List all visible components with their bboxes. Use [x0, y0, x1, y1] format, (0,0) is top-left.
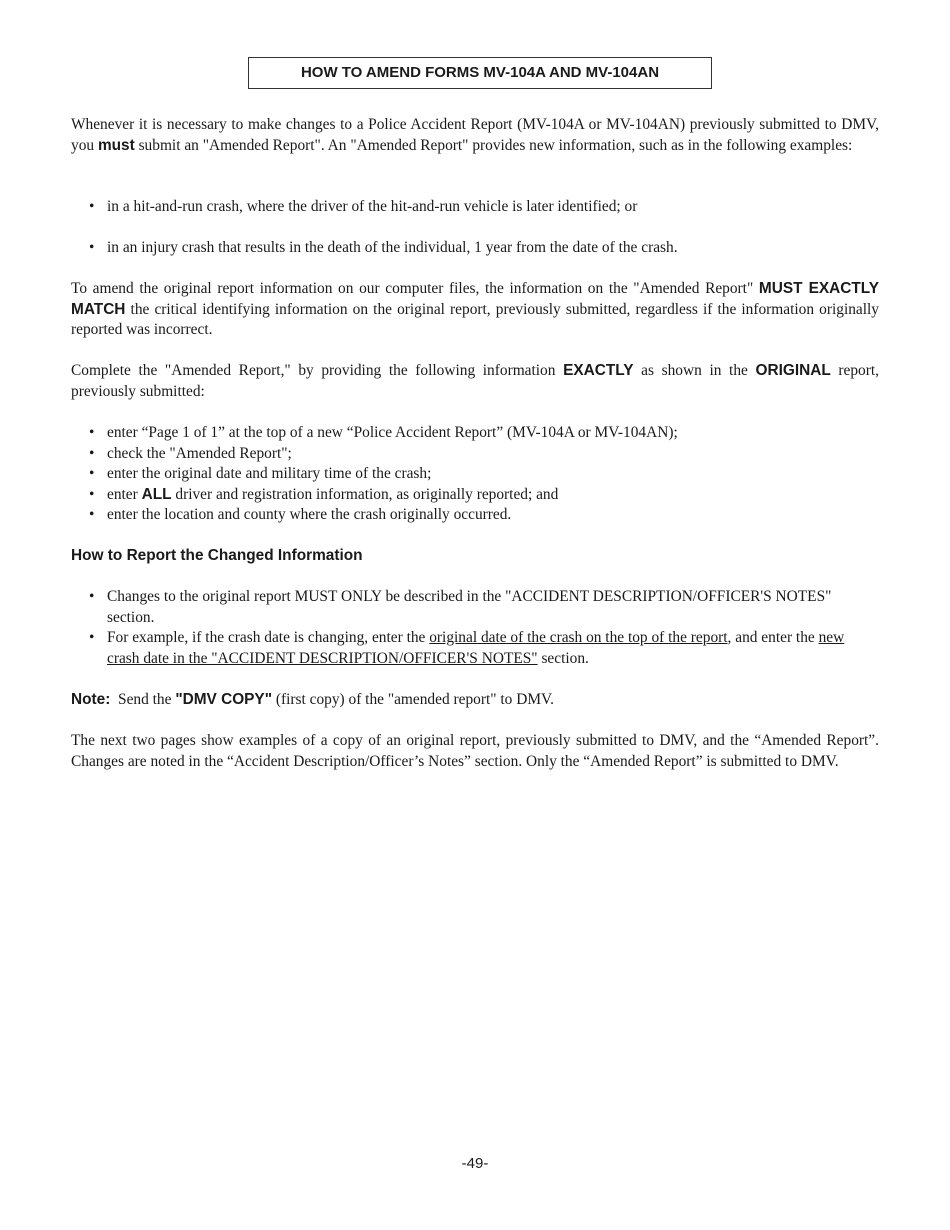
section-heading: How to Report the Changed Information: [71, 547, 363, 564]
list-item: • in a hit-and-run crash, where the driver of the hit-and-run vehicle is later identified; or: [89, 197, 879, 218]
intro-paragraph: Whenever it is necessary to make changes to a Police Accident Report (MV-104A or MV-104AN) previously submitted to DMV, you must submit an "Amended Report". An "Amended Report" provides new information, such as in the following examples:: [71, 116, 879, 154]
examples-list-2: [89, 238, 879, 259]
bullet-icon: •: [89, 629, 95, 646]
bullet-icon: •: [89, 444, 95, 462]
list-item: • in an injury crash that results in the death of the individual, 1 year from the date of the crash.: [89, 238, 879, 259]
examples-list: [89, 197, 879, 218]
list-item: • enter “Page 1 of 1” at the top of a new “Police Accident Report” (MV-104A or MV-104AN);: [89, 423, 879, 444]
bullet-icon: •: [89, 198, 95, 215]
bullet-icon: •: [89, 506, 95, 523]
list-item: • check the "Amended Report";: [89, 444, 879, 465]
list-item: • enter the original date and military time of the crash;: [89, 464, 879, 485]
note-paragraph: Note: Send the "DMV COPY" (first copy) of the "amended report" to DMV.: [71, 691, 554, 708]
complete-paragraph: Complete the "Amended Report," by providing the following information EXACTLY as shown in the ORIGINAL report, previously submitted:: [71, 362, 879, 400]
list-item: • Changes to the original report MUST ONLY be described in the "ACCIDENT DESCRIPTION/OFFICER'S NOTES" section.: [89, 588, 832, 626]
list-item: • enter the location and county where the crash originally occurred.: [89, 505, 879, 526]
list-item: • For example, if the crash date is changing, enter the original date of the crash on the top of the report, and enter the new crash date in the "ACCIDENT DESCRIPTION/OFFICER'S NOTES" section.: [89, 629, 845, 667]
bullet-icon: •: [89, 485, 95, 503]
page-number: -49-: [461, 1155, 489, 1172]
steps-list: [89, 423, 879, 526]
bullet-icon: •: [89, 424, 95, 441]
bullet-icon: •: [89, 588, 95, 605]
list-item: • enter ALL driver and registration information, as originally reported; and: [89, 485, 879, 506]
amend-paragraph: To amend the original report information on our computer files, the information on the "Amended Report" MUST EXACTLY MATCH the critical identifying information on the original report, previously submitted, regardless if the information originally reported was incorrect.: [71, 280, 880, 338]
bullet-icon: •: [89, 465, 95, 482]
changes-list: [89, 587, 879, 669]
closing-paragraph: The next two pages show examples of a copy of an original report, previously submitted to DMV, and the “Amended Report”. Changes are noted in the “Accident Description/Officer’s Notes” section. Only the “Amended Report” is submitted to DMV.: [71, 732, 879, 770]
page-title: HOW TO AMEND FORMS MV-104A AND MV-104AN: [248, 57, 712, 89]
bullet-icon: •: [89, 239, 95, 256]
